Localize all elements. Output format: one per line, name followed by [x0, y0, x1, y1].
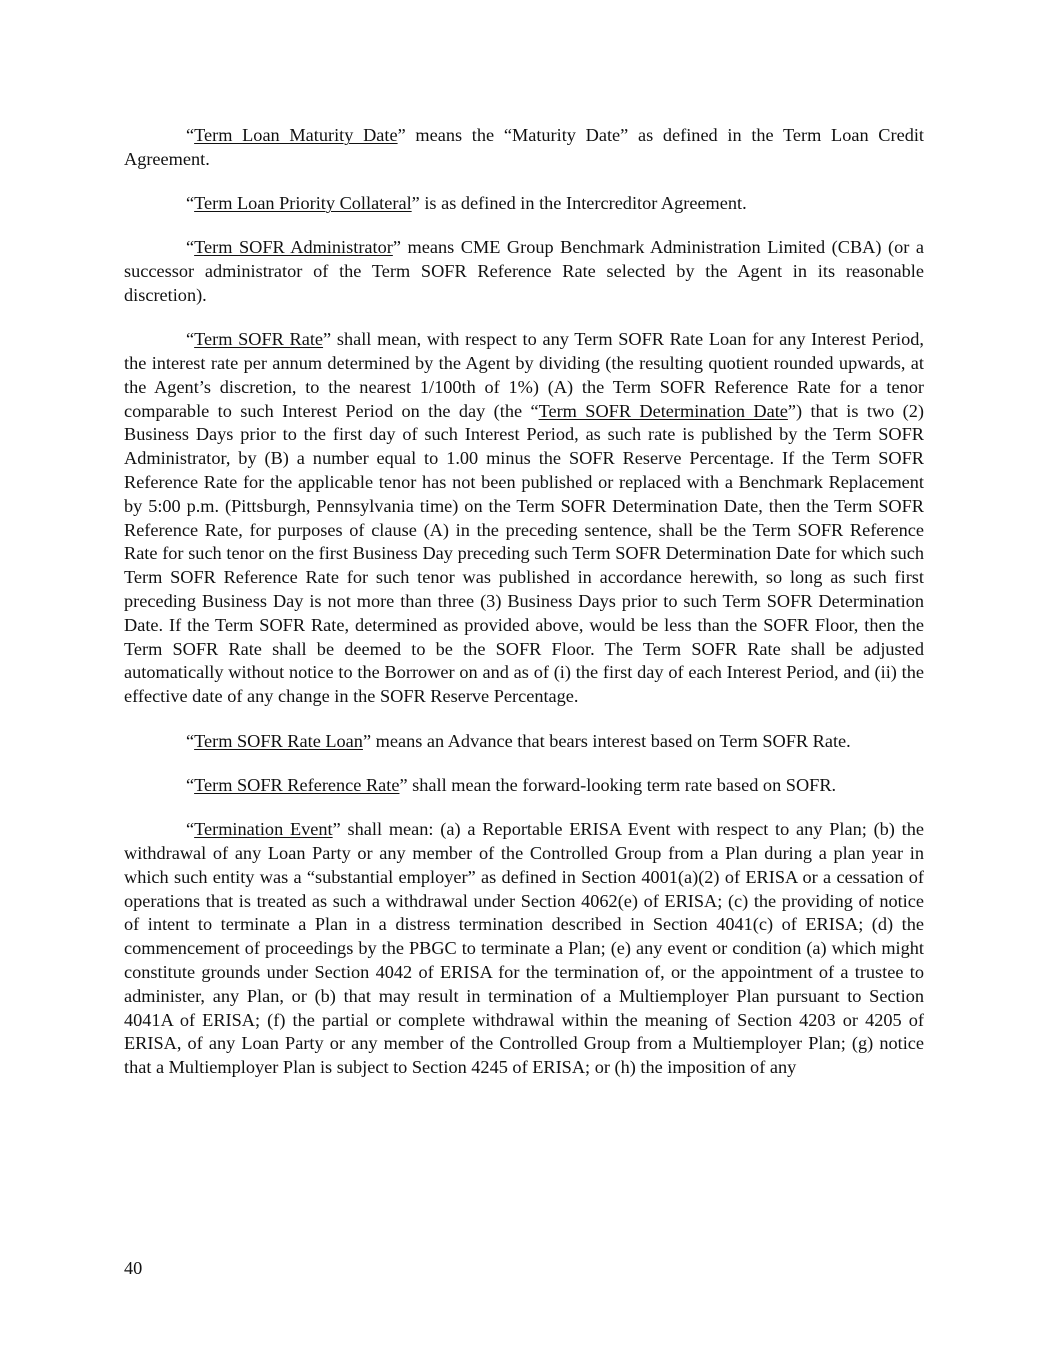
- definition-paragraph: “Term Loan Priority Collateral” is as defined in the Intercreditor Agreement.: [186, 193, 747, 214]
- defined-term: Term SOFR Rate: [194, 329, 324, 350]
- definition-paragraph: “Term SOFR Rate” shall mean, with respect to any Term SOFR Rate Loan for any Interest Period, the interest rate per annum determined by the Agent by dividing (the resulting quotient rounded upwards, at the Agent’s discretion, to the nearest 1/100th of 1%) (A) the Term SOFR Reference Rate for a tenor comparable to such Interest Period on the day (the “Term SOFR Determination Date”) that is two (2) Business Days prior to the first day of such Interest Period, as such rate is published by the Term SOFR Administrator, by (B) a number equal to 1.00 minus the SOFR Reserve Percentage. If the Term SOFR Reference Rate for the applicable tenor has not been published or replaced with a Benchmark Replacement by 5:00 p.m. (Pittsburgh, Pennsylvania time) on the Term SOFR Determination Date, then the Term SOFR Reference Rate, for purposes of clause (A) in the preceding sentence, shall be the Term SOFR Reference Rate for such tenor on the first Business Day preceding such Term SOFR Determination Date for which such Term SOFR Reference Rate for such tenor was published in accordance herewith, so long as such first preceding Business Day is not more than three (3) Business Days prior to such Term SOFR Determination Date. If the Term SOFR Rate, determined as provided above, would be less than the SOFR Floor, then the Term SOFR Rate shall be deemed to be the SOFR Floor. The Term SOFR Rate shall be adjusted automatically without notice to the Borrower on and as of (i) the first day of each Interest Period, and (ii) the effective date of any change in the SOFR Reserve Percentage.: [124, 329, 924, 707]
- defined-term: Term Loan Priority Collateral: [194, 193, 412, 214]
- defined-term: Term Loan Maturity Date: [194, 125, 398, 145]
- definitions-section: [124, 124, 924, 1080]
- definition-paragraph: “Term Loan Maturity Date” means the “Maturity Date” as defined in the Term Loan Credit Agreement.: [124, 125, 924, 169]
- defined-term: Term SOFR Administrator: [194, 237, 393, 258]
- definition-text: ” is as defined in the Intercreditor Agreement.: [411, 193, 747, 214]
- defined-term: Term SOFR Rate Loan: [194, 730, 363, 751]
- defined-term: Term SOFR Reference Rate: [194, 774, 400, 795]
- definition-text: ” shall mean: (a) a Reportable ERISA Event with respect to any Plan; (b) the withdrawal of any Loan Party or any member of the Controlled Group from a Plan during a plan year in which such entity was a “substantial employer” as defined in Section 4001(a)(2) of ERISA or a cessation of operations that is treated as such a withdrawal under Section 4062(e) of ERISA; (c) the providing of notice of intent to terminate a Plan in a distress termination described in Section 4041(c) of ERISA; (d) the commencement of proceedings by the PBGC to terminate a Plan; (e) any event or condition (a) which might constitute grounds under Section 4042 of ERISA for the termination of, or the appointment of a trustee to administer, any Plan, or (b) that may result in termination of a Multiemployer Plan pursuant to Section 4041A of ERISA; (f) the partial or complete withdrawal within the meaning of Section 4203 or 4205 of ERISA, of any Loan Party or any member of the Controlled Group from a Multiemployer Plan; (g) notice that a Multiemployer Plan is subject to Section 4245 of ERISA; or (h) the imposition of any: [124, 819, 925, 1078]
- definition-text: ” means the “Maturity Date” as defined in the Term Loan Credit Agreement.: [124, 125, 924, 169]
- definition-text: ” shall mean the forward-looking term rate based on SOFR.: [399, 774, 837, 795]
- definition-paragraph: “Term SOFR Rate Loan” means an Advance that bears interest based on Term SOFR Rate.: [186, 730, 851, 751]
- definition-text: ” shall mean, with respect to any Term SOFR Rate Loan for any Interest Period, the interest rate per annum determined by the Agent by dividing (the resulting quotient rounded upwards, at the Agent’s discretion, to the nearest 1/100th of 1%) (A) the Term SOFR Reference Rate for a tenor comparable to such Interest Period on the day (the “: [124, 329, 924, 421]
- defined-term: Termination Event: [194, 819, 333, 840]
- definition-paragraph: “Termination Event” shall mean: (a) a Reportable ERISA Event with respect to any Plan; (b) the withdrawal of any Loan Party or any member of the Controlled Group from a Plan during a plan year in which such entity was a “substantial employer” as defined in Section 4001(a)(2) of ERISA or a cessation of operations that is treated as such a withdrawal under Section 4062(e) of ERISA; (c) the providing of notice of intent to terminate a Plan in a distress termination described in Section 4041(c) of ERISA; (d) the commencement of proceedings by the PBGC to terminate a Plan; (e) any event or condition (a) which might constitute grounds under Section 4042 of ERISA for the termination of, or the appointment of a trustee to administer, any Plan, or (b) that may result in termination of a Multiemployer Plan pursuant to Section 4041A of ERISA; (f) the partial or complete withdrawal within the meaning of Section 4203 or 4205 of ERISA, of any Loan Party or any member of the Controlled Group from a Multiemployer Plan; (g) notice that a Multiemployer Plan is subject to Section 4245 of ERISA; or (h) the imposition of any: [124, 819, 925, 1078]
- definition-paragraph: “Term SOFR Administrator” means CME Group Benchmark Administration Limited (CBA) (or a successor administrator of the Term SOFR Reference Rate selected by the Agent in its reasonable discretion).: [124, 237, 924, 305]
- defined-term-inline: Term SOFR Determination Date: [538, 400, 788, 421]
- definition-text: ” means CME Group Benchmark Administration Limited (CBA) (or a successor administrator of the Term SOFR Reference Rate selected by the Agent in its reasonable discretion).: [124, 237, 924, 305]
- definition-paragraph: “Term SOFR Reference Rate” shall mean the forward-looking term rate based on SOFR.: [186, 774, 837, 795]
- definition-text: ” means an Advance that bears interest based on Term SOFR Rate.: [362, 730, 851, 751]
- definition-text-continued: ”) that is two (2) Business Days prior to the first day of such Interest Period, as such rate is published by the Term SOFR Administrator, by (B) a number equal to 1.00 minus the SOFR Reserve Percentage. If the Term SOFR Reference Rate for the applicable tenor has not been published or replaced with a Benchmark Replacement by 5:00 p.m. (Pittsburgh, Pennsylvania time) on the Term SOFR Determination Date, then the Term SOFR Reference Rate, for purposes of clause (A) in the preceding sentence, shall be the Term SOFR Reference Rate for such tenor on the first Business Day preceding such Term SOFR Determination Date for which such Term SOFR Reference Rate for such tenor was published in accordance herewith, so long as such first preceding Business Day is not more than three (3) Business Days prior to such Term SOFR Determination Date. If the Term SOFR Rate, determined as provided above, would be less than the SOFR Floor, then the Term SOFR Rate shall be deemed to be the SOFR Floor. The Term SOFR Rate shall be adjusted automatically without notice to the Borrower on and as of (i) the first day of each Interest Period, and (ii) the effective date of any change in the SOFR Reserve Percentage.: [124, 400, 924, 707]
- page-number: 40: [124, 1258, 143, 1278]
